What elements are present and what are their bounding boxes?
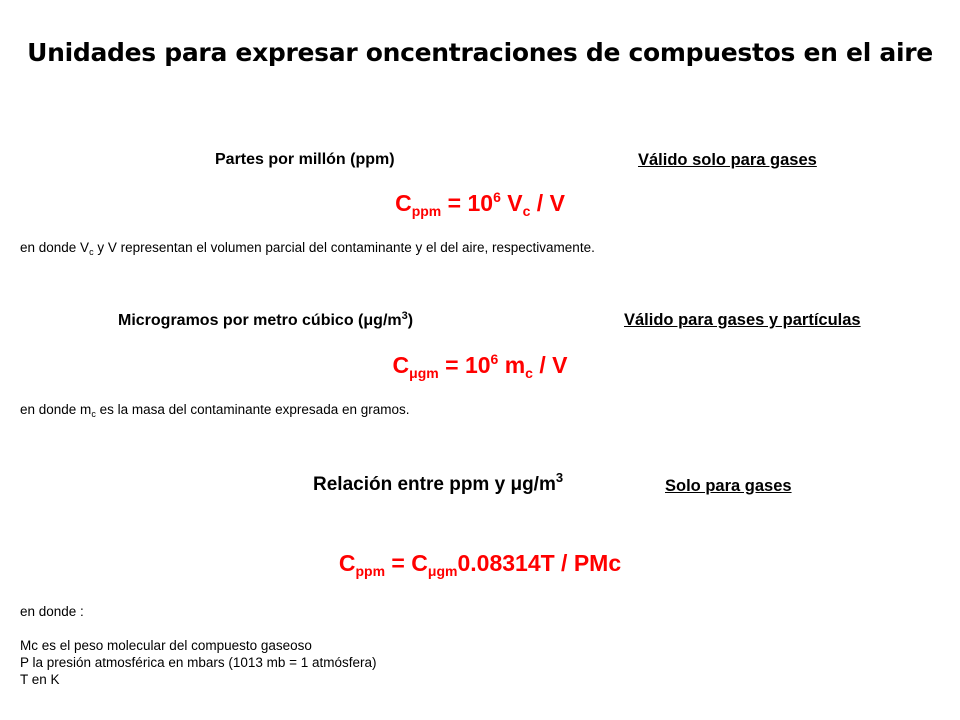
relation-validity: Solo para gases [665,477,792,495]
relation-note-p: P la presión atmosférica en mbars (1013 mb = 1 atmósfera) [20,655,377,670]
relation-note-t: T en K [20,672,60,687]
relation-note-mc: Mc es el peso molecular del compuesto gaseoso [20,638,312,653]
ppm-note: en donde $V_c$ y V representan el volumen parcial del contaminante y el del aire, respectivamente. [20,240,595,257]
ugm-validity: Válido para gases y partículas [624,311,861,329]
ugm-label: Microgramos por metro cúbico $(\mu g/m^3)$ [118,310,414,329]
ugm-formula: $C_{\mu gm} = 10^6$ $m_c$ / V [392,351,568,381]
ppm-label: Partes por millón (ppm) [215,151,395,168]
relation-note-intro: en donde : [20,604,84,619]
ppm-validity: Válido solo para gases [638,151,817,169]
ugm-note: en donde $m_c$ es la masa del contaminante expresada en gramos. [20,402,410,419]
relation-formula: $C_{ppm} = C_{\mu gm}0.08314T$ / PMc [338,550,622,579]
relation-label: Relación entre ppm y $\mu g/m^3$ [313,470,564,495]
ppm-formula: $C_{ppm} = 10^6$ $V_c$ / V [395,189,565,219]
page-title: Unidades para expresar oncentraciones de compuestos en el aire [27,38,933,67]
